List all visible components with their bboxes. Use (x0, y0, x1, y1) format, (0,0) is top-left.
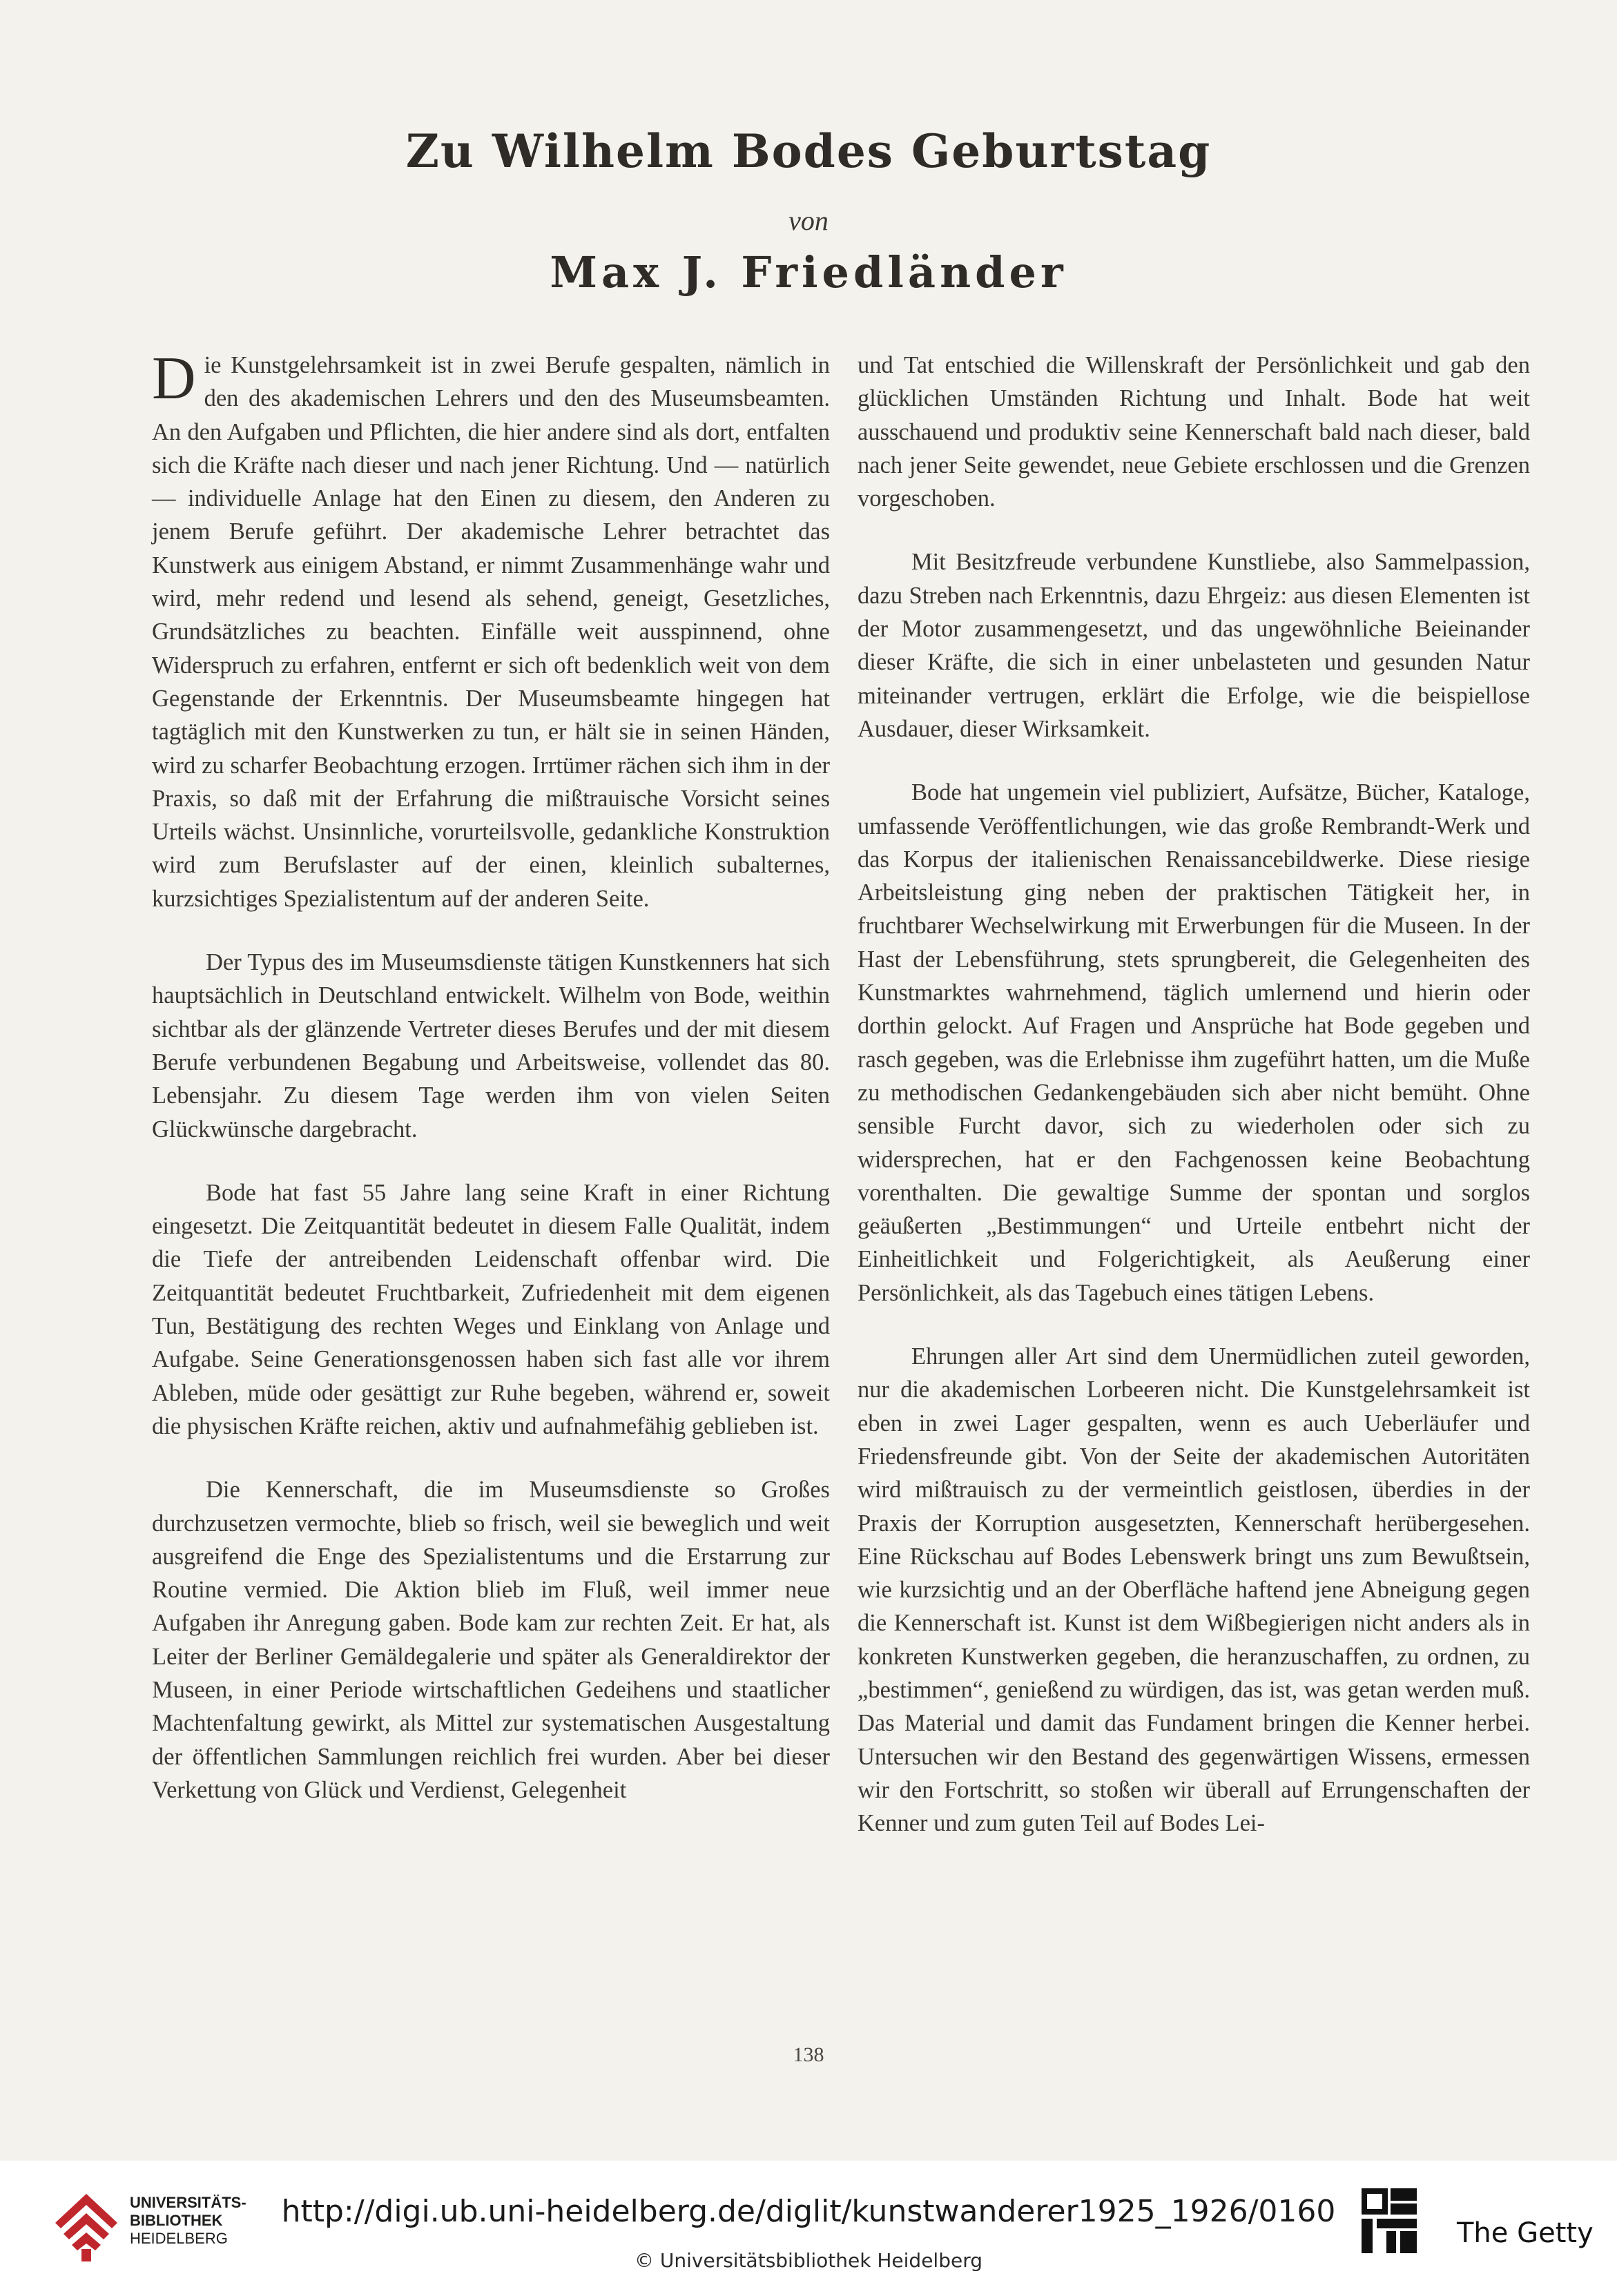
left-column (152, 345, 830, 1837)
paragraph: Der Typus des im Museumsdienste tätigen Kunstkenners hat sich hauptsächlich in Deutschland entwickelt. Wilhelm von Bode, weithin sichtbar als der glänzende Vertreter dieses Berufes und der mit diesem Berufe verbundenen Begabung und Arbeitsweise, vollendet das 80. Lebensjahr. Zu diesem Tage werden ihm von vielen Seiten Glückwünsche dargebracht. (152, 949, 830, 1142)
paragraph: Die Kennerschaft, die im Museumsdienste so Großes durchzusetzen vermochte, blieb so frisch, weil sie beweglich und weit ausgreifend die Enge des Spezialistentums und die Erstarrung zur Routine vermied. Die Aktion blieb im Fluß, weil immer neue Aufgaben ihr Anregung gaben. Bode kam zur rechten Zeit. Er hat, als Leiter der Berliner Gemäldegalerie und später als Generaldirektor der Museen, in einer Periode wirtschaftlichen Gedeihens und staatlicher Machtenfaltung gewirkt, als Mittel zur systematischen Ausgestaltung der öffentlichen Sammlungen reichlich frei wurden. Aber bei dieser Verkettung von Glück und Verdienst, Gelegenheit (152, 1477, 830, 1803)
byline-prefix: von (788, 205, 829, 236)
library-name-line: UNIVERSITÄTS- (130, 2194, 246, 2211)
paragraph (152, 345, 830, 915)
footer-bar (0, 2161, 1617, 2296)
article-author: Max J. Friedländer (550, 247, 1067, 298)
drop-cap: D (152, 345, 196, 412)
right-column (858, 349, 1530, 1870)
paragraph-text: ie Kunstgelehrsamkeit ist in zwei Berufe gespalten, nämlich in den des akademischen Lehrers und den des Museumsbeamten. An den Aufgaben und Pflichten, die hier andere sind als dort, entfalten sich die Kräfte nach dieser und nach jener Richtung. Und — natürlich — individuelle Anlage hat den Einen zu diesem, den Anderen zu jenem Berufe geführt. Der akademische Lehrer betrachtet das Kunstwerk aus einigem Abstand, er nimmt Zusammenhänge wahr und wird, mehr redend und lesend als sehend, geneigt, Gesetzliches, Grundsätzliches zu beachten. Einfälle weit ausspinnend, ohne Widerspruch zu erfahren, entfernt er sich oft bedenklich weit von dem Gegenstande der Erkenntnis. Der Museumsbeamte hingegen hat tagtäglich mit den Kunstwerken zu tun, er hält sie in seinen Händen, wird zu scharfer Beobachtung erzogen. Irrtümer rächen sich ihm in der Praxis, so daß mit der Erfahrung die mißtrauische Vorsicht seines Urteils wächst. Unsinnliche, vorurteilsvolle, gedankliche Konstruktion wird zum Berufslaster auf der einen, kleinlich subalternes, kurzsichtiges Spezialistentum auf der anderen Seite. (152, 352, 830, 912)
paragraph: Mit Besitzfreude verbundene Kunstliebe, also Sammelpassion, dazu Streben nach Erkenntnis, dazu Ehrgeiz: aus diesen Elementen ist der Motor zusammengesetzt, und das ungewöhnliche Beieinander dieser Kräfte, die sich in einer unbelasteten und gesunden Natur miteinander vertrugen, erklärt die Erfolge, wie die beispiellose Ausdauer, dieser Wirksamkeit. (858, 549, 1530, 742)
paragraph: Bode hat ungemein viel publiziert, Aufsätze, Bücher, Kataloge, umfassende Veröffentlichungen, wie das große Rembrandt-Werk und das Korpus der italienischen Renaissancebildwerke. Diese riesige Arbeitsleistung ging neben der praktischen Tätigkeit her, in fruchtbarer Wechselwirkung mit Erwerbungen für die Museen. In der Hast der Lebensführung, stets sprungbereit, die Gelegenheiten des Kunstmarktes wahrnehmend, täglich umlernend und hierin oder dorthin gelockt. Auf Fragen und Ansprüche hat Bode gegeben und rasch gegeben, was die Erlebnisse ihm zugeführt hatten, um die Muße zu methodischen Gedankengebäuden sich aber nicht bemüht. Ohne sensible Furcht davor, sich zu wiederholen oder sich zu widersprechen, hat er den Fachgenossen keine Beobachtung vorenthalten. Die gewaltige Summe der spontan und sorglos geäußerten „Bestimmungen“ und Urteile entbehrt nicht der Einheitlichkeit und Folgerichtigkeit, als Aeußerung einer Persönlichkeit, als das Tagebuch eines tätigen Lebens. (858, 779, 1530, 1306)
getty-label: The Getty (1457, 2217, 1594, 2249)
source-url-link[interactable]: http://digi.ub.uni-heidelberg.de/diglit/kunstwanderer1925_1926/0160 (281, 2194, 1336, 2229)
copyright-notice: © Universitätsbibliothek Heidelberg (634, 2249, 982, 2272)
page-number: 138 (793, 2043, 824, 2066)
library-name-line: BIBLIOTHEK (130, 2212, 223, 2229)
library-name-line: HEIDELBERG (130, 2230, 228, 2247)
getty-logo-icon (1362, 2188, 1417, 2257)
paragraph: und Tat entschied die Willenskraft der Persönlichkeit und gab den glücklichen Umständen Richtung und Inhalt. Bode hat weit ausschauend und produktiv seine Kennerschaft bald nach dieser, bald nach jener Seite gewendet, neue Gebiete erschlossen und die Grenzen vorgeschoben. (858, 352, 1530, 512)
article-title: Zu Wilhelm Bodes Geburtstag (405, 124, 1212, 178)
paragraph: Ehrungen aller Art sind dem Unermüdlichen zuteil geworden, nur die akademischen Lorbeeren nicht. Die Kunstgelehrsamkeit ist eben in zwei Lager gespalten, wenn es auch Ueberläufer und Friedensfreunde gibt. Von der Seite der akademischen Autoritäten wird mißtrauisch zu der vermeintlich geistlosen, überdies in der Praxis der Korruption ausgesetzten, Kennerschaft herübergesehen. Eine Rückschau auf Bodes Lebenswerk bringt uns zum Bewußtsein, wie kurzsichtig und an der Oberfläche haftend jene Abneigung gegen die Kennerschaft ist. Kunst ist dem Wißbegierigen nicht anders als in konkreten Kunstwerken gegeben, die heranzuschaffen, zu ordnen, zu „bestimmen“, genießend zu würdigen, das ist, was getan werden muß. Das Material und damit das Fundament bringen die Kenner herbei. Untersuchen wir den Bestand des gegenwärtigen Wissens, ermessen wir den Fortschritt, so stoßen wir überall auf Errungenschaften der Kenner und zum guten Teil auf Bodes Lei- (858, 1343, 1530, 1837)
paragraph: Bode hat fast 55 Jahre lang seine Kraft in einer Richtung eingesetzt. Die Zeitquantität bedeutet in diesem Falle Qualität, indem die Tiefe der antreibenden Leidenschaft offenbar wird. Die Zeitquantität bedeutet Fruchtbarkeit, Zufriedenheit mit dem eigenen Tun, Bestätigung des rechten Weges und Einklang von Anlage und Aufgabe. Seine Generationsgenossen haben sich fast alle vor ihrem Ableben, müde oder gesättigt zur Ruhe begeben, während er, soweit die physischen Kräfte reichen, aktiv und aufnahmefähig geblieben ist. (152, 1179, 830, 1439)
